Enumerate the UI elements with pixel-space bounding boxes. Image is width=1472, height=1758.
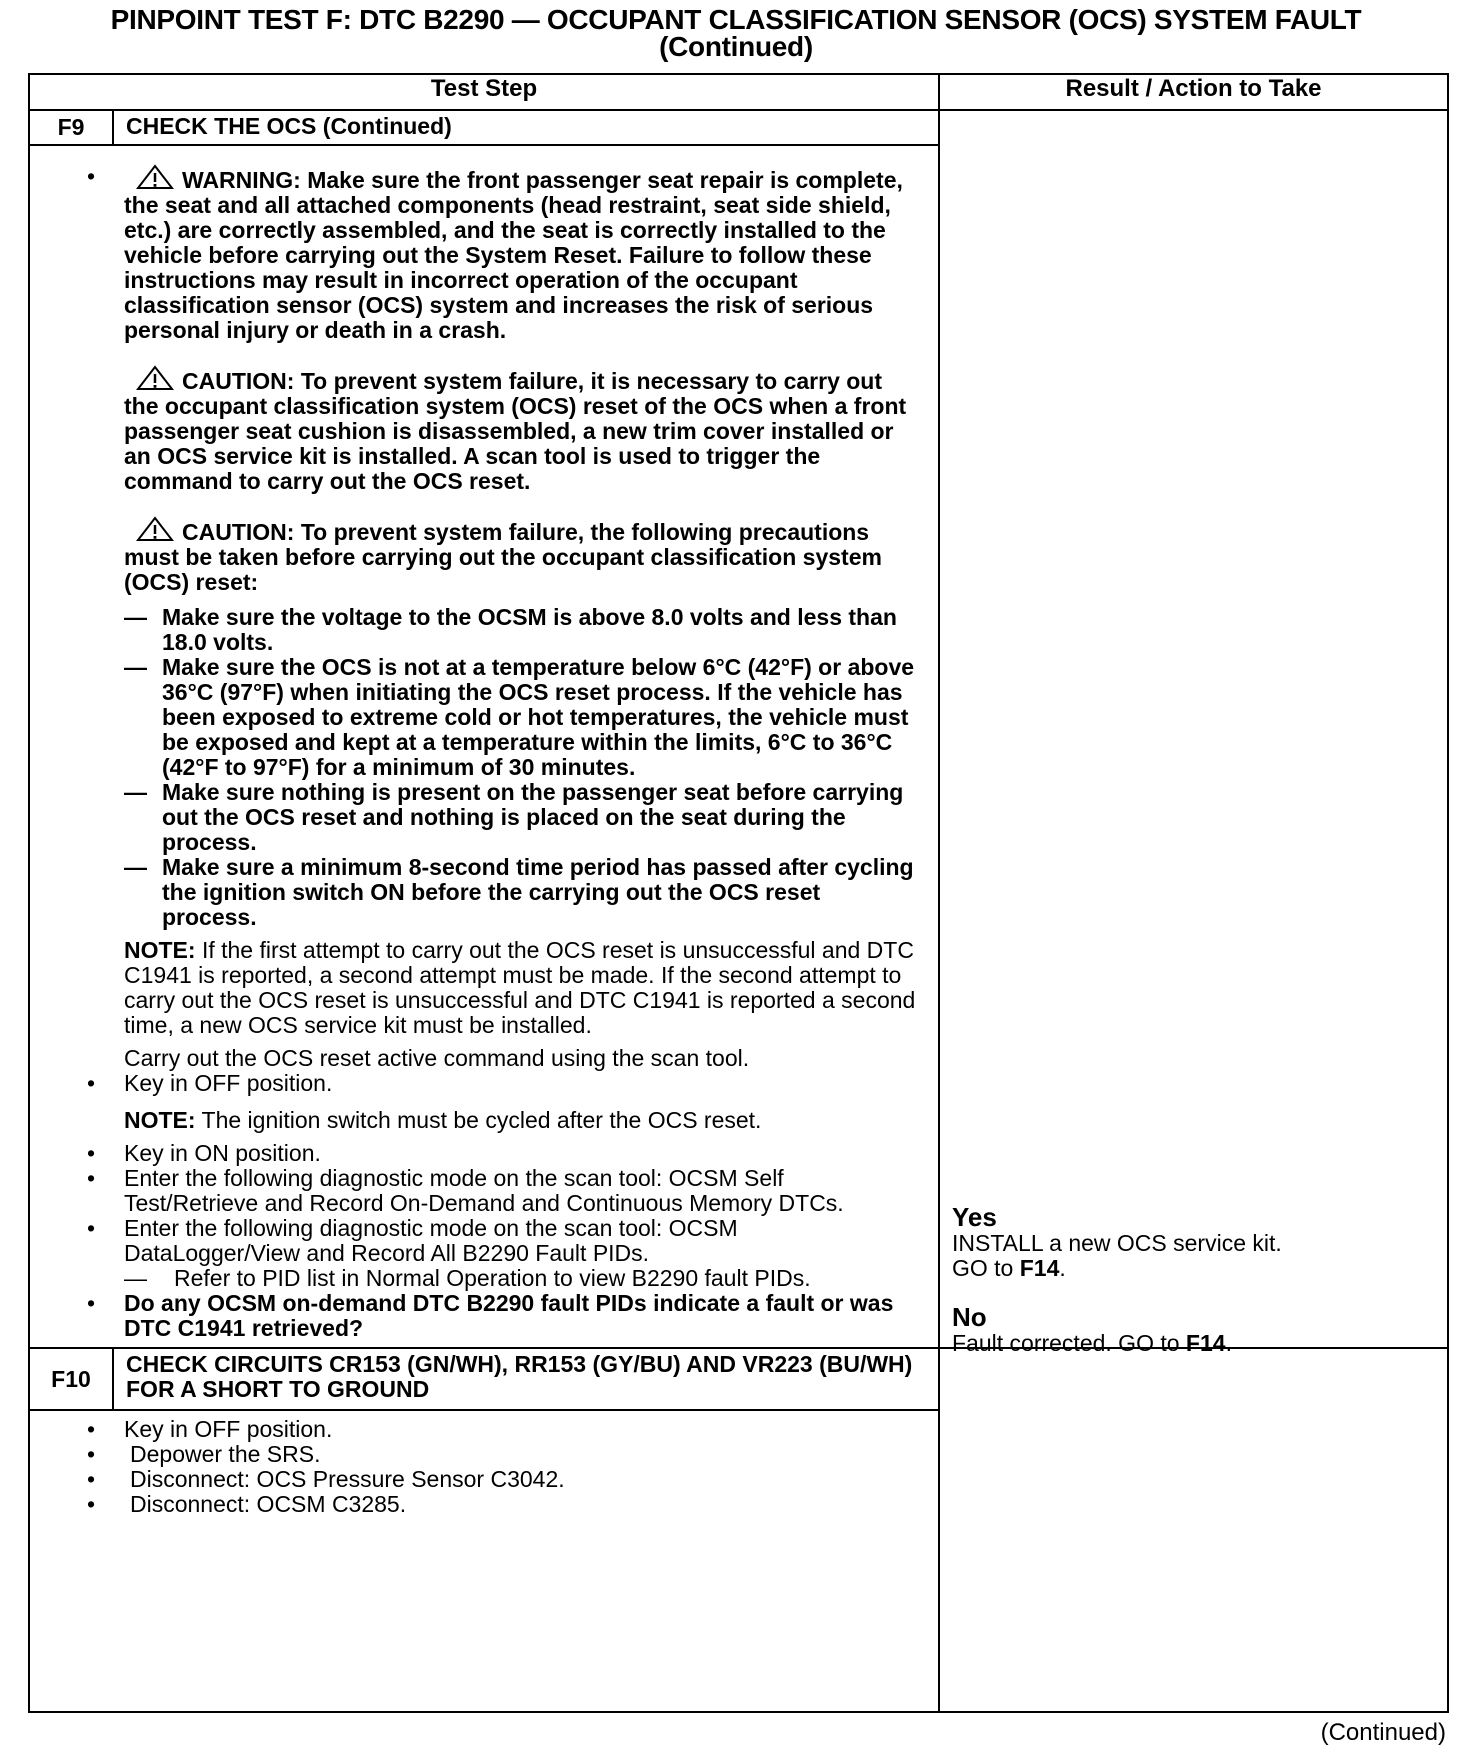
step-title-f9: CHECK THE OCS (Continued) — [113, 110, 939, 145]
result-cell-f10 — [939, 1348, 1448, 1712]
bullet-mode-2: • Enter the following diagnostic mode on the scan tool: OCSM DataLogger/View and Record All B2290 Fault PIDs. — [124, 1216, 920, 1266]
bullet-f10-step: • Depower the SRS. — [124, 1442, 920, 1467]
bullet-f10-step: • Disconnect: OCS Pressure Sensor C3042. — [124, 1467, 920, 1492]
title-line2: (Continued) — [659, 31, 813, 62]
step-f9-content — [29, 145, 939, 1348]
note-label: NOTE: — [124, 1107, 196, 1133]
header-result-action: Result / Action to Take — [939, 74, 1448, 110]
result-f9 — [952, 1204, 1282, 1356]
warning-text: WARNING: Make sure the front passenger seat repair is complete, the seat and all attached components (head restraint, seat side shield, etc.) are correctly assembled, and the seat is correctly installed to the vehicle before carrying out the System Reset. Failure to follow these instructions may result in incorrect operation of the occupant classification sensor (OCS) system and increases the risk of serious personal injury or death in a crash. — [124, 167, 903, 343]
step-f10-content — [29, 1410, 939, 1712]
caution-block-2 — [124, 516, 920, 595]
note-2 — [124, 1108, 920, 1133]
page-title — [0, 6, 1472, 60]
precaution-item — [124, 605, 920, 655]
continued-footer: (Continued) — [1320, 1719, 1446, 1746]
result-yes-goto — [952, 1256, 1282, 1281]
bullet-question: • Do any OCSM on-demand DTC B2290 fault PIDs indicate a fault or was DTC C1941 retrieved? — [124, 1291, 920, 1341]
yes-goto-suffix: . — [1059, 1255, 1066, 1281]
no-text-prefix: Fault corrected. GO to — [952, 1330, 1186, 1356]
note-1-text: If the first attempt to carry out the OCS reset is unsuccessful and DTC C1941 is reported, a second attempt must be made. If the second attempt to carry out the OCS reset is unsuccessful and DTC C1941 is reported a second time, a new OCS service kit must be installed. — [124, 937, 916, 1038]
yes-goto-step-link: F14 — [1019, 1255, 1060, 1281]
note-2-text: The ignition switch must be cycled after the OCS reset. — [195, 1107, 762, 1133]
step-f9-header-row — [29, 110, 1448, 145]
no-goto-suffix: . — [1225, 1330, 1232, 1356]
step-id-f10: F10 — [29, 1348, 113, 1410]
dash-marker: — — [124, 779, 147, 805]
sub-item-refer — [124, 1266, 920, 1291]
precaution-text: Make sure the OCS is not at a temperature below 6°C (42°F) or above 36°C (97°F) when initiating the OCS reset process. If the vehicle has been exposed to extreme cold or hot temperatures, the vehicle must be exposed and kept at a temperature within the limits, 6°C to 36°C (42°F to 97°F) for a minimum of 30 minutes. — [162, 654, 915, 780]
precaution-text: Make sure a minimum 8-second time period has passed after cycling the ignition switch ON before the carrying out the OCS reset process. — [162, 854, 914, 930]
bullet-mode-1: • Enter the following diagnostic mode on the scan tool: OCSM Self Test/Retrieve and Record On-Demand and Continuous Memory DTCs. — [124, 1166, 920, 1216]
precaution-item — [124, 780, 920, 855]
bullet-key-off: • Key in OFF position. — [124, 1071, 920, 1096]
bullet-f10-step: • Key in OFF position. — [124, 1417, 920, 1442]
result-yes-text: INSTALL a new OCS service kit. — [952, 1230, 1282, 1256]
dash-marker: — — [124, 854, 147, 880]
step-f10-header-row — [29, 1348, 1448, 1410]
precaution-text: Make sure nothing is present on the passenger seat before carrying out the OCS reset and nothing is placed on the seat during the process. — [162, 779, 904, 855]
step-id-f9: F9 — [29, 110, 113, 145]
no-goto-step-link: F14 — [1185, 1330, 1226, 1356]
dash-marker: — — [124, 604, 147, 630]
carry-out-text: Carry out the OCS reset active command using the scan tool. — [124, 1045, 750, 1071]
result-no-label: No — [952, 1302, 987, 1332]
bullet-f10-step: • Disconnect: OCSM C3285. — [124, 1492, 920, 1517]
caution-icon — [136, 516, 174, 542]
step-title-f10: CHECK CIRCUITS CR153 (GN/WH), RR153 (GY/BU) AND VR223 (BU/WH) FOR A SHORT TO GROUND — [113, 1348, 939, 1410]
note-1 — [124, 938, 920, 1038]
dash-marker: — — [124, 654, 147, 680]
warning-icon — [136, 164, 174, 190]
precaution-text: Make sure the voltage to the OCSM is above 8.0 volts and less than 18.0 volts. — [162, 604, 897, 655]
bullet-key-on: • Key in ON position. — [124, 1141, 920, 1166]
title-line1: PINPOINT TEST F: DTC B2290 — OCCUPANT CLASSIFICATION SENSOR (OCS) SYSTEM FAULT — [110, 4, 1362, 35]
result-cell-f9 — [939, 110, 1448, 1356]
caution-text-1: CAUTION: To prevent system failure, it is necessary to carry out the occupant classification system (OCS) reset of the OCS when a front passenger seat cushion is disassembled, a new trim cover installed or an OCS service kit is installed. A scan tool is used to trigger the command to carry out the OCS reset. — [124, 368, 907, 494]
refer-text: Refer to PID list in Normal Operation to view B2290 fault PIDs. — [174, 1265, 811, 1291]
precaution-item — [124, 855, 920, 930]
table-header-row — [29, 74, 1448, 110]
pinpoint-test-table — [28, 73, 1449, 1713]
caution-text-2: CAUTION: To prevent system failure, the following precautions must be taken before carrying out the occupant classification system (OCS) reset: — [124, 519, 882, 595]
warning-block — [124, 164, 920, 343]
caution-block-1 — [124, 365, 920, 494]
yes-goto-prefix: GO to — [952, 1255, 1020, 1281]
precaution-item — [124, 655, 920, 780]
header-test-step: Test Step — [29, 74, 939, 110]
dash-marker: — — [124, 1265, 147, 1291]
caution-icon — [136, 365, 174, 391]
note-label: NOTE: — [124, 937, 196, 963]
result-no-text — [952, 1331, 1282, 1356]
result-yes-label: Yes — [952, 1202, 997, 1232]
